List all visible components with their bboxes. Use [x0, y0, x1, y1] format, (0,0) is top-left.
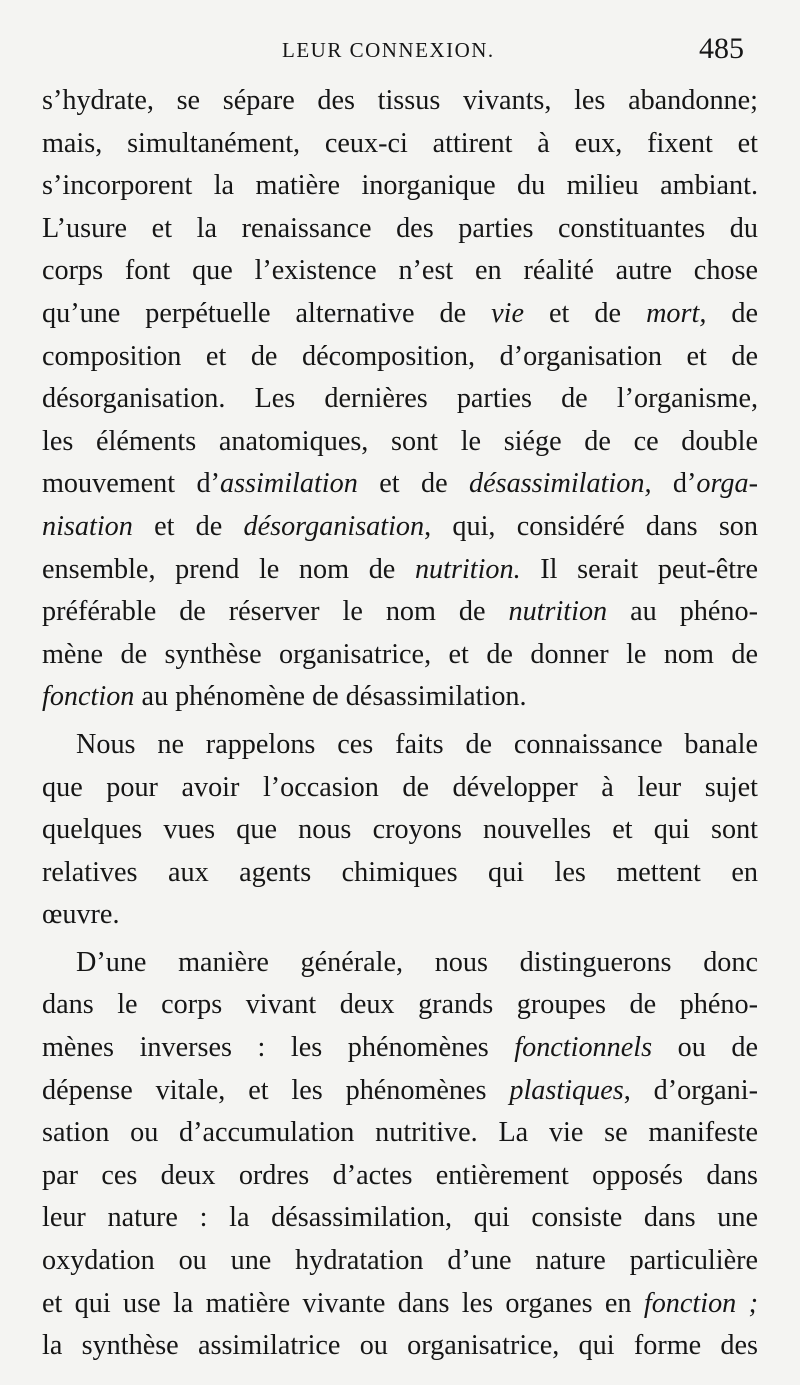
text-line: désorganisation. Les dernières parties de l’organisme,	[42, 383, 758, 415]
text-line: Nous ne rappelons ces faits de connaissance banale	[76, 728, 758, 760]
text-line: quelques vues que nous croyons nouvelles et qui sont	[42, 814, 758, 846]
text-line: ensemble, prend le nom de nutrition. Il serait peut-être	[42, 553, 758, 585]
page-header	[0, 30, 800, 72]
text-line: dépense vitale, et les phénomènes plastiques, d’organi-	[42, 1074, 758, 1106]
text-line: relatives aux agents chimiques qui les mettent en	[42, 856, 758, 888]
text-line: qu’une perpétuelle alternative de vie et de mort, de	[42, 297, 759, 329]
text-line: que pour avoir l’occasion de développer à leur sujet	[42, 771, 758, 803]
text-line: et qui use la matière vivante dans les organes en fonction ;	[42, 1287, 758, 1319]
text-line: mènes inverses : les phénomènes fonctionnels ou de	[42, 1032, 758, 1064]
text-line: œuvre.	[42, 899, 120, 931]
running-title: LEUR CONNEXION.	[282, 38, 495, 62]
text-line: préférable de réserver le nom de nutrition au phéno-	[42, 596, 758, 628]
text-line: nisation et de désorganisation, qui, considéré dans son	[42, 510, 758, 542]
text-line: les éléments anatomiques, sont le siége de ce double	[42, 425, 758, 457]
text-line: corps font que l’existence n’est en réalité autre chose	[42, 255, 758, 287]
text-line: par ces deux ordres d’actes entièrement opposés dans	[42, 1159, 758, 1191]
text-line: s’incorporent la matière inorganique du milieu ambiant.	[42, 170, 758, 202]
text-line: D’une manière générale, nous distinguerons donc	[76, 946, 758, 978]
text-line: s’hydrate, se sépare des tissus vivants, les abandonne;	[42, 85, 758, 116]
text-line: fonction au phénomène de désassimilation.	[42, 681, 527, 713]
page-number: 485	[699, 32, 744, 65]
text-line: mais, simultanément, ceux-ci attirent à eux, fixent et	[42, 127, 758, 159]
text-line: mouvement d’assimilation et de désassimilation, d’orga-	[42, 468, 758, 500]
text-line: mène de synthèse organisatrice, et de donner le nom de	[42, 638, 758, 670]
text-line: L’usure et la renaissance des parties constituantes du	[42, 212, 758, 244]
body-text	[42, 80, 758, 1368]
text-line: composition et de décomposition, d’organisation et de	[42, 340, 758, 372]
text-line: oxydation ou une hydratation d’une nature particulière	[42, 1245, 758, 1277]
text-line: leur nature : la désassimilation, qui consiste dans une	[42, 1202, 758, 1234]
text-line: sation ou d’accumulation nutritive. La vie se manifeste	[42, 1117, 758, 1149]
text-line: la synthèse assimilatrice ou organisatrice, qui forme des	[42, 1330, 758, 1362]
text-line: dans le corps vivant deux grands groupes de phéno-	[42, 989, 758, 1021]
